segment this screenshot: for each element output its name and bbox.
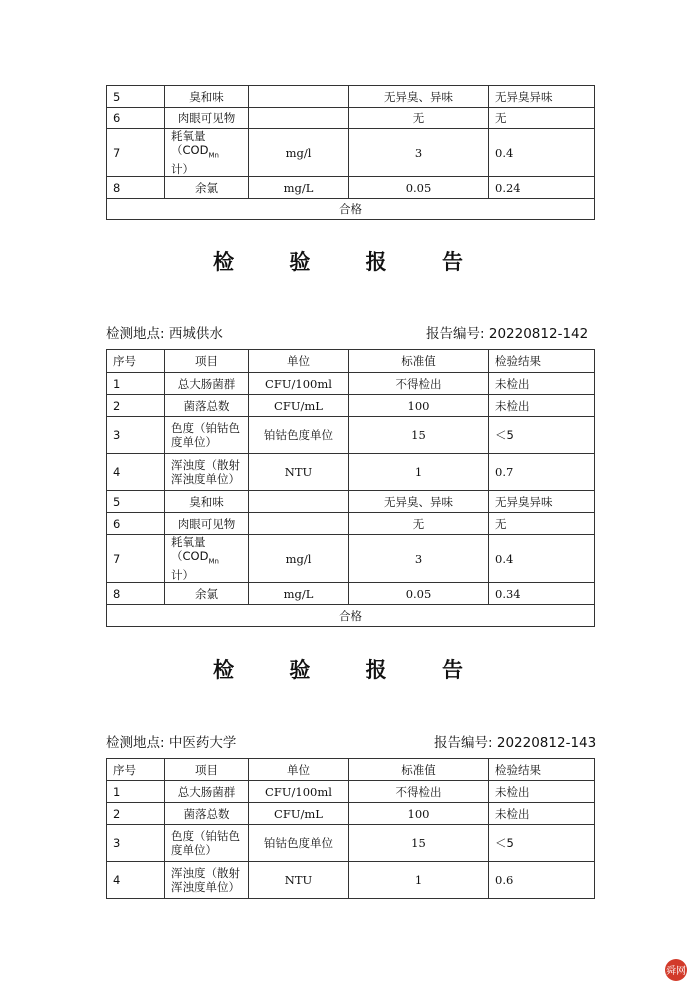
table-row [107, 491, 595, 513]
header-result: 检验结果 [489, 759, 595, 781]
row-item-head: 耗氧量（COD [171, 535, 209, 563]
row-no: 7 [107, 535, 165, 583]
table-row [107, 781, 595, 803]
table-row [107, 86, 595, 108]
report-table-1 [106, 85, 595, 220]
location-line-2 [106, 731, 236, 751]
row-unit: mg/l [249, 535, 349, 583]
row-item-sub: Mn [208, 557, 219, 566]
table-row [107, 825, 595, 862]
table-header-row [107, 350, 595, 373]
row-no: 1 [107, 781, 165, 803]
row-result: 0.4 [489, 535, 595, 583]
report-no-label: 报告编号: [434, 735, 493, 751]
row-item: 臭和味 [165, 491, 249, 513]
row-result: 0.7 [489, 454, 595, 491]
report-no-value: 20220812-142 [488, 326, 589, 342]
row-standard: 100 [349, 803, 489, 825]
row-result: 无异臭异味 [489, 491, 595, 513]
row-unit: NTU [249, 862, 349, 899]
table-row [107, 417, 595, 454]
row-result: ＜5 [489, 417, 595, 454]
row-no: 8 [107, 177, 165, 199]
report-no-line-2 [434, 731, 596, 751]
row-unit: 铂钴色度单位 [249, 417, 349, 454]
row-unit: mg/L [249, 177, 349, 199]
row-standard: 无异臭、异味 [349, 86, 489, 108]
row-unit: 铂钴色度单位 [249, 825, 349, 862]
report-title-1: 检 验 报 告 [213, 250, 487, 274]
row-item [165, 129, 249, 177]
table-row [107, 535, 595, 583]
row-item: 余氯 [165, 583, 249, 605]
table-row [107, 513, 595, 535]
table-row [107, 129, 595, 177]
row-item: 色度（铂钴色度单位） [165, 417, 249, 454]
row-result: ＜5 [489, 825, 595, 862]
row-item: 肉眼可见物 [165, 108, 249, 129]
header-result: 检验结果 [489, 350, 595, 373]
table-row [107, 454, 595, 491]
row-item: 余氯 [165, 177, 249, 199]
row-standard: 15 [349, 417, 489, 454]
row-result: 0.34 [489, 583, 595, 605]
row-no: 2 [107, 395, 165, 417]
header-standard: 标准值 [349, 759, 489, 781]
row-unit [249, 86, 349, 108]
row-unit: NTU [249, 454, 349, 491]
table-row [107, 395, 595, 417]
table-row [107, 177, 595, 199]
row-standard: 不得检出 [349, 373, 489, 395]
table-row [107, 862, 595, 899]
row-no: 3 [107, 417, 165, 454]
conclusion-row [107, 605, 595, 627]
row-unit: mg/L [249, 583, 349, 605]
row-result: 无 [489, 513, 595, 535]
location-label: 检测地点: [106, 326, 165, 342]
row-item-sub: Mn [208, 151, 219, 160]
row-standard: 3 [349, 535, 489, 583]
table-row [107, 803, 595, 825]
row-no: 4 [107, 454, 165, 491]
row-result: 0.24 [489, 177, 595, 199]
row-unit: CFU/mL [249, 803, 349, 825]
row-no: 5 [107, 491, 165, 513]
row-standard: 100 [349, 395, 489, 417]
table-row [107, 373, 595, 395]
row-result: 无异臭异味 [489, 86, 595, 108]
row-standard: 15 [349, 825, 489, 862]
row-item [165, 535, 249, 583]
row-item: 浑浊度（散射浑浊度单位） [165, 454, 249, 491]
report-table-2 [106, 349, 595, 627]
watermark-logo-icon [664, 956, 694, 984]
row-no: 6 [107, 108, 165, 129]
header-unit: 单位 [249, 350, 349, 373]
location-value: 西城供水 [168, 326, 223, 342]
row-standard: 1 [349, 862, 489, 899]
report-title-2: 检 验 报 告 [213, 658, 487, 682]
header-no: 序号 [107, 350, 165, 373]
header-standard: 标准值 [349, 350, 489, 373]
header-item: 项目 [165, 350, 249, 373]
row-standard: 3 [349, 129, 489, 177]
row-result: 未检出 [489, 373, 595, 395]
row-standard: 1 [349, 454, 489, 491]
row-unit: CFU/100ml [249, 781, 349, 803]
table-row [107, 108, 595, 129]
row-item: 菌落总数 [165, 395, 249, 417]
row-result: 无 [489, 108, 595, 129]
row-no: 4 [107, 862, 165, 899]
row-item: 总大肠菌群 [165, 781, 249, 803]
row-item: 总大肠菌群 [165, 373, 249, 395]
row-result: 0.4 [489, 129, 595, 177]
table-row [107, 583, 595, 605]
row-result: 未检出 [489, 781, 595, 803]
row-item-tail: 计） [171, 568, 194, 583]
row-no: 2 [107, 803, 165, 825]
row-item: 色度（铂钴色度单位） [165, 825, 249, 862]
row-standard: 无 [349, 513, 489, 535]
report-table-3 [106, 758, 595, 899]
row-unit: CFU/100ml [249, 373, 349, 395]
row-result: 未检出 [489, 803, 595, 825]
row-item: 臭和味 [165, 86, 249, 108]
watermark-text: 舜网 [666, 966, 686, 977]
report-no-value: 20220812-143 [496, 735, 597, 751]
row-unit [249, 491, 349, 513]
row-result: 未检出 [489, 395, 595, 417]
row-no: 7 [107, 129, 165, 177]
row-item-tail: 计） [171, 162, 194, 177]
report-no-label: 报告编号: [426, 326, 485, 342]
header-no: 序号 [107, 759, 165, 781]
location-value: 中医药大学 [168, 735, 237, 751]
row-no: 5 [107, 86, 165, 108]
row-unit: mg/l [249, 129, 349, 177]
table-header-row [107, 759, 595, 781]
row-standard: 0.05 [349, 583, 489, 605]
row-no: 6 [107, 513, 165, 535]
row-unit: CFU/mL [249, 395, 349, 417]
location-line-1 [106, 322, 223, 342]
row-standard: 无 [349, 108, 489, 129]
row-standard: 0.05 [349, 177, 489, 199]
row-item: 菌落总数 [165, 803, 249, 825]
row-standard: 不得检出 [349, 781, 489, 803]
location-label: 检测地点: [106, 735, 165, 751]
conclusion-cell: 合格 [107, 605, 595, 627]
row-item: 肉眼可见物 [165, 513, 249, 535]
row-unit [249, 108, 349, 129]
report-no-line-1 [426, 322, 588, 342]
header-item: 项目 [165, 759, 249, 781]
row-item-head: 耗氧量（COD [171, 129, 209, 157]
row-result: 0.6 [489, 862, 595, 899]
row-no: 1 [107, 373, 165, 395]
row-unit [249, 513, 349, 535]
row-no: 8 [107, 583, 165, 605]
row-no: 3 [107, 825, 165, 862]
row-item: 浑浊度（散射浑浊度单位） [165, 862, 249, 899]
header-unit: 单位 [249, 759, 349, 781]
conclusion-cell: 合格 [107, 199, 595, 220]
row-standard: 无异臭、异味 [349, 491, 489, 513]
watermark-logo [664, 956, 694, 984]
conclusion-row [107, 199, 595, 220]
